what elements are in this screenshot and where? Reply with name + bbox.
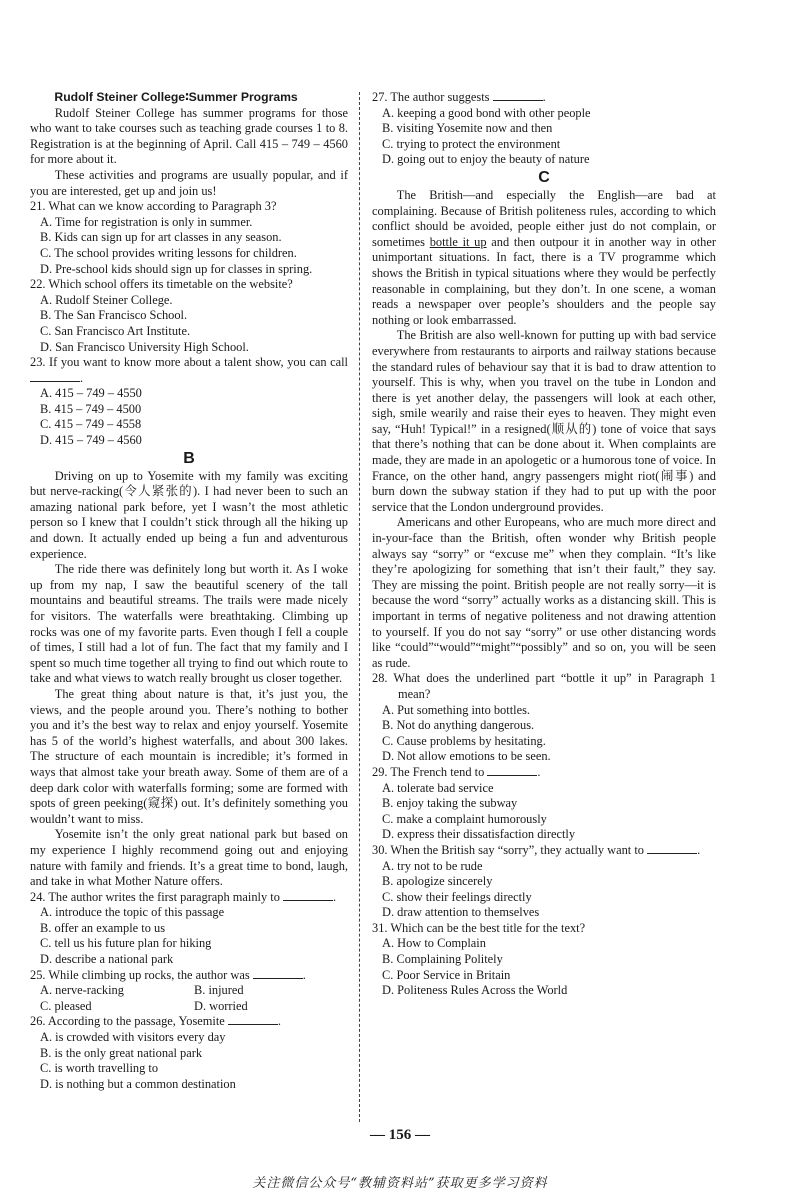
option: C. show their feelings directly <box>382 889 532 904</box>
question-29-stem: 29. The French tend to <box>372 764 485 779</box>
question-30-stem: 30. When the British say “sorry”, they actually want to <box>372 842 644 857</box>
paragraph: The British are also well-known for putting up with bad service everywhere from restaurants to airports and railway stations because the standard rules of behaviour say that it is bad to draw attention to yourself. This is why, when you travel on the tube in London and there is yet another delay, the passengers will look at each other, sigh, smile wearily and raise their eyes to heaven. They might even say, “Huh! Typical!” in a resigned(顺从的) tone of voice that says that there’s nothing that can be done about it. When complaints are made, they are made in an apologetic or a humorous tone of voice. In France, on the other hand, angry passengers might riot(闹事) and burn down the subway station if they had to put up with the poor service that the London underground provides. <box>372 328 716 514</box>
option: B. The San Francisco School. <box>40 308 188 323</box>
option: B. 415 – 749 – 4500 <box>40 401 142 416</box>
option: D. worried <box>194 998 248 1013</box>
option: C. is worth travelling to <box>40 1061 159 1076</box>
option: D. Politeness Rules Across the World <box>382 983 568 998</box>
section-heading-b: B <box>183 449 195 467</box>
option: A. try not to be rude <box>382 858 483 873</box>
option: B. injured <box>194 983 244 998</box>
option: A. Rudolf Steiner College. <box>40 292 173 307</box>
answer-blank <box>30 371 80 382</box>
punct: . <box>333 889 337 904</box>
option: C. pleased <box>40 998 92 1013</box>
option: A. is crowded with visitors every day <box>40 1030 226 1045</box>
answer-blank <box>253 968 303 979</box>
option: A. Put something into bottles. <box>382 702 531 717</box>
question-30 <box>372 843 716 859</box>
option-row <box>30 983 348 999</box>
paragraph <box>372 188 716 328</box>
option: B. visiting Yosemite now and then <box>382 121 553 136</box>
section-heading-c: C <box>538 168 550 186</box>
question-26 <box>30 1014 348 1030</box>
option: C. Poor Service in Britain <box>382 967 511 982</box>
left-column <box>30 90 348 1092</box>
question-31-stem: 31. Which can be the best title for the text? <box>372 920 586 935</box>
option: C. tell us his future plan for hiking <box>40 936 212 951</box>
option: D. 415 – 749 – 4560 <box>40 433 142 448</box>
page-number: — 156 — <box>370 1127 430 1143</box>
question-21-stem: 21. What can we know according to Paragraph 3? <box>30 199 277 214</box>
paragraph: Yosemite isn’t the only great national park but based on my experience I highly recommend going out and enjoying nature with family and friends. It’s a great time to bond, laugh, and take in what Mother Nature offers. <box>30 827 348 889</box>
question-24 <box>30 890 348 906</box>
text: The British—and especially the English—are bad at complaining. Because of British politeness rules, according to which conflict should be avoided, people either just do not complain, or sometimes <box>372 187 716 249</box>
punct: . <box>277 1014 282 1029</box>
footer-note: 关注微信公众号“教辅资料站”获取更多学习资料 <box>252 1176 548 1191</box>
option: D. is nothing but a common destination <box>40 1076 236 1091</box>
option: C. trying to protect the environment <box>382 136 561 151</box>
question-29 <box>372 765 716 781</box>
answer-blank <box>647 843 697 854</box>
option: C. Cause problems by hesitating. <box>382 733 546 748</box>
paragraph: The great thing about nature is that, it’s just you, the views, and the people around you. There’s nothing to bother you and it’s the best way to relax and enjoy yourself. Yosemite has 5 of the world’s highest waterfalls, and about 300 lakes. The structure of each mountain is incredible; it’s formed in ways that almost take your breath away. Some of them are of a deep dark color with waterfalls forming; some are formed with spots of green peeking(窥探) out. It’s definitely something you wouldn’t want to miss. <box>30 686 348 826</box>
punct: . <box>537 764 541 779</box>
paragraph: These activities and programs are usually popular, and if you are interested, get up and join us! <box>30 167 348 198</box>
option: C. San Francisco Art Institute. <box>40 323 191 338</box>
option: B. is the only great national park <box>40 1045 203 1060</box>
column-divider <box>359 92 360 1122</box>
option: A. 415 – 749 – 4550 <box>40 386 142 401</box>
option: B. apologize sincerely <box>382 874 493 889</box>
option: D. express their dissatisfaction directly <box>382 827 576 842</box>
option: D. going out to enjoy the beauty of nature <box>382 152 590 167</box>
paragraph: Driving on up to Yosemite with my family was exciting but nerve-racking(令人紧张的). I had never been to such an amazing national park before, yet I wasn’t the most athletic person so I knew that I couldn’t stick through all the hiking up and down. It actually ended up being a fun and adventurous experience. <box>30 468 348 561</box>
paragraph: Rudolf Steiner College has summer programs for those who want to take courses such as teaching grade courses 1 to 8. Registration is at the beginning of April. Call 415 – 749 – 4560 for more about it. <box>30 105 348 167</box>
question-23 <box>30 355 348 386</box>
option: D. describe a national park <box>40 952 174 967</box>
option: C. make a complaint humorously <box>382 811 547 826</box>
option: B. Complaining Politely <box>382 952 503 967</box>
answer-blank <box>228 1014 278 1025</box>
option: B. offer an example to us <box>40 920 166 935</box>
question-25-stem: 25. While climbing up rocks, the author was <box>30 967 250 982</box>
question-22-stem: 22. Which school offers its timetable on the website? <box>30 277 293 292</box>
option: D. draw attention to themselves <box>382 905 540 920</box>
question-28-stem: 28. What does the underlined part “bottle it up” in Paragraph 1 mean? <box>372 671 716 701</box>
option: A. Time for registration is only in summer. <box>40 214 253 229</box>
question-25 <box>30 968 348 984</box>
option: B. Kids can sign up for art classes in any season. <box>40 230 282 245</box>
option: A. keeping a good bond with other people <box>382 105 591 120</box>
paragraph: The ride there was definitely long but worth it. As I woke up from my nap, I saw the beautiful scenery of the tall mountains and beautiful streams. The trails were made nicely for visitors. The waterfalls were breathtaking. Climbing up rocks was one of my favorite parts. Even though I fell a couple of times, I still had a lot of fun. The fact that my family and I spent so much time together all trying to find out which route to take and what views to watch really brought us closer together. <box>30 562 348 686</box>
paragraph: Americans and other Europeans, who are much more direct and in-your-face than the British, often wonder why British people always say “sorry” or “excuse me” when they complain. “It’s like they’re apologizing for something that isn’t their fault,” they say. They are missing the point. British people are not really sorry—it is because the word “sorry” actually works as a distancing skill. This is important in terms of negative politeness and not drawing attention to yourself. If you do not say “sorry” or use other distancing words like “could”“would”“might”“possibly” and so on, you will be seen as rude. <box>372 515 716 670</box>
option: D. San Francisco University High School. <box>40 339 249 354</box>
underlined-phrase: bottle it up <box>429 234 487 249</box>
punct: . <box>80 370 84 385</box>
option: D. Not allow emotions to be seen. <box>382 749 551 764</box>
option: C. The school provides writing lessons for children. <box>40 245 297 260</box>
answer-blank <box>283 890 333 901</box>
answer-blank <box>493 90 543 101</box>
text: and then outpour it in another way in other unimportant situations. In fact, there is a TV programme which shows the British in typical situations where they would be perfectly reasonable in complaining, but they don’t. In one scene, a woman reads a newspaper over people’s shoulders and the people say nothing or look embarrassed. <box>372 234 716 327</box>
right-column <box>372 90 716 999</box>
option: C. 415 – 749 – 4558 <box>40 417 142 432</box>
option: A. introduce the topic of this passage <box>40 905 225 920</box>
punct: . <box>542 90 546 104</box>
passage-title: Rudolf Steiner College∶Summer Programs <box>54 90 298 104</box>
question-27 <box>372 90 716 106</box>
question-27-stem: 27. The author suggests <box>372 90 490 104</box>
option: B. enjoy taking the subway <box>382 796 518 811</box>
question-23-stem: 23. If you want to know more about a talent show, you can call <box>30 355 348 370</box>
question-26-stem: 26. According to the passage, Yosemite <box>30 1014 225 1029</box>
answer-blank <box>487 765 537 776</box>
option: B. Not do anything dangerous. <box>382 718 535 733</box>
question-24-stem: 24. The author writes the first paragraph mainly to <box>30 889 280 904</box>
option-row <box>30 999 348 1015</box>
option: A. How to Complain <box>382 936 486 951</box>
option: D. Pre-school kids should sign up for classes in spring. <box>40 261 313 276</box>
punct: . <box>302 967 306 982</box>
punct: . <box>697 842 701 857</box>
option: A. tolerate bad service <box>382 780 494 795</box>
option: A. nerve-racking <box>40 983 124 998</box>
